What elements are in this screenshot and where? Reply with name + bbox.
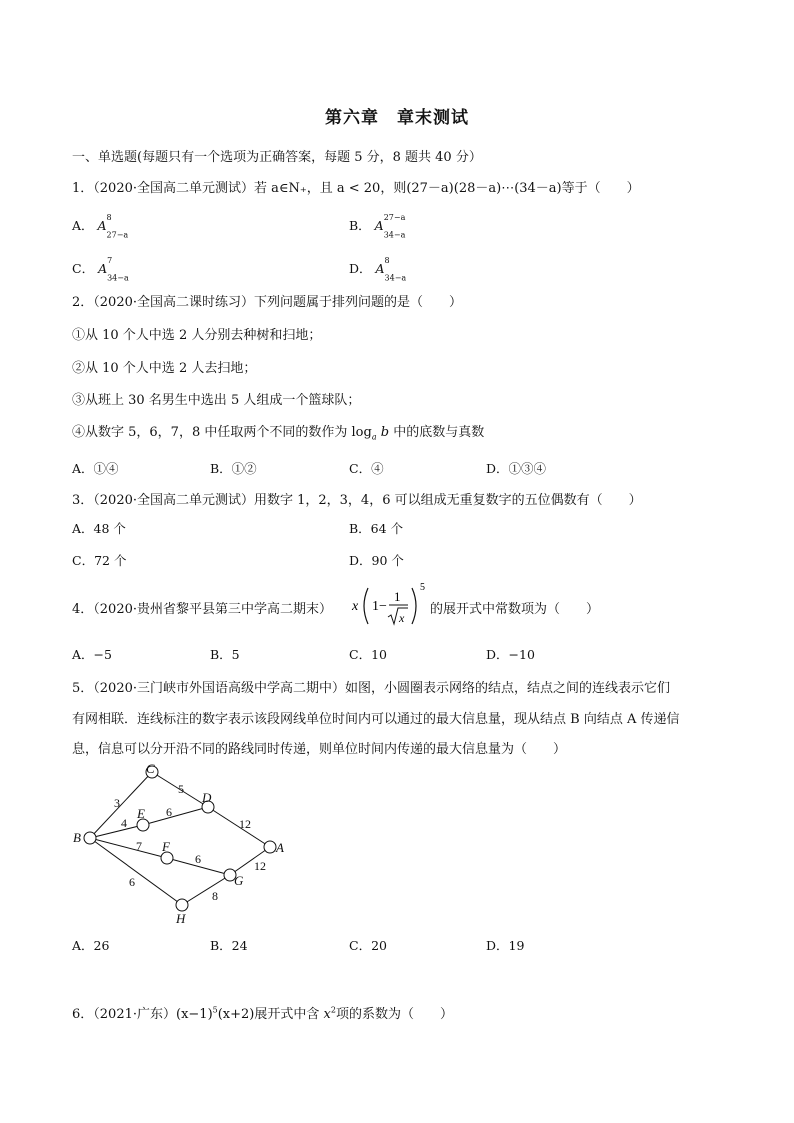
- item-text: ④从数字 5，6，7，8 中任取两个不同的数作为: [72, 425, 348, 440]
- superscript: 8: [106, 213, 112, 222]
- question-1-stem: [72, 177, 640, 196]
- right-paren: [412, 588, 416, 624]
- superscript: 8: [384, 256, 390, 265]
- permutation-symbol: A: [375, 260, 385, 276]
- question-2-item-2: ②从 10 个人中选 2 人去扫地；: [72, 361, 257, 376]
- log-base: a: [371, 432, 377, 442]
- question-4-option-b[interactable]: B．5: [210, 647, 240, 662]
- network-diagram: [70, 760, 300, 930]
- edge-h-g: [182, 875, 230, 905]
- node-label-c: C: [146, 761, 155, 776]
- item-text-tail: 中的底数与真数: [393, 425, 485, 440]
- question-3-stem: 3．（2020·全国高二单元测试）用数字 1，2，3，4，6 可以组成无重复数字的五位偶数有（ ）: [72, 493, 642, 508]
- question-3-option-a[interactable]: A．48 个: [72, 521, 126, 536]
- page-title: 第六章 章末测试: [325, 108, 469, 128]
- question-6-stem: [72, 1003, 453, 1022]
- question-5-line-1: 5．（2020·三门峡市外国语高级中学高二期中）如图，小圆圈表示网络的结点，结点之间的连线表示它们: [72, 681, 670, 696]
- permutation-symbol: A: [97, 217, 107, 233]
- node-label-f: F: [162, 839, 170, 854]
- sqrt-sign: [388, 608, 408, 624]
- question-5-option-c[interactable]: C．20: [349, 938, 387, 953]
- log-function: log: [351, 425, 372, 440]
- question-1-stem-source: 1．（2020·全国高二单元测试）若: [72, 181, 272, 196]
- question-3-option-b[interactable]: B．64 个: [349, 521, 404, 536]
- question-3-option-c[interactable]: C．72 个: [72, 553, 127, 568]
- node-a: [264, 841, 276, 853]
- option-label: D．: [349, 260, 372, 276]
- weight-h-g: 8: [212, 889, 218, 903]
- question-5-option-d[interactable]: D．19: [486, 938, 525, 953]
- question-4-option-c[interactable]: C．10: [349, 647, 387, 662]
- question-4-formula: [350, 578, 430, 632]
- left-paren: [364, 588, 368, 624]
- node-b: [84, 832, 96, 844]
- question-1-option-d[interactable]: [349, 256, 406, 283]
- question-4-source: 4．（2020·贵州省黎平县第三中学高二期末）: [72, 602, 332, 617]
- question-5-line-2: 有网相联．连线标注的数字表示该段网线单位时间内可以通过的最大信息量，现从结点 B 向结点 A 传递信: [72, 712, 680, 727]
- question-2-item-4: [72, 421, 484, 442]
- variable-x: x: [323, 1007, 331, 1022]
- subscript: 34−a: [384, 273, 407, 283]
- weight-g-a: 12: [254, 859, 266, 873]
- question-2-item-1: ①从 10 个人中选 2 人分别去种树和扫地；: [72, 328, 322, 343]
- node-label-e: E: [137, 806, 145, 821]
- question-1-option-b[interactable]: [349, 213, 405, 240]
- weight-b-f: 7: [136, 839, 142, 853]
- formula-one-minus: 1−: [372, 599, 387, 614]
- node-label-g: G: [234, 873, 244, 888]
- question-5-option-a[interactable]: A．26: [72, 938, 110, 953]
- question-6-text-tail: 项的系数为（ ）: [335, 1007, 453, 1022]
- question-2-option-c[interactable]: C．④: [349, 461, 384, 476]
- expression-part-1: (x−1): [176, 1007, 213, 1022]
- section-heading: 一、单选题(每题只有一个选项为正确答案，每题 5 分，8 题共 40 分）: [72, 150, 482, 165]
- question-2-option-b[interactable]: B．①②: [210, 461, 257, 476]
- permutation-symbol: A: [374, 217, 384, 233]
- question-1-option-a[interactable]: [72, 213, 128, 240]
- edge-b-e: [90, 825, 143, 838]
- question-2-option-d[interactable]: D．①③④: [486, 461, 547, 476]
- edge-b-f: [90, 838, 167, 858]
- question-6-source: 6．（2021·广东）: [72, 1007, 176, 1022]
- subscript: 34−a: [107, 273, 129, 283]
- question-4-option-a[interactable]: A．−5: [72, 647, 112, 662]
- node-h: [176, 899, 188, 911]
- weight-e-d: 6: [166, 805, 172, 819]
- edge-e-d: [143, 807, 208, 825]
- formula-x: x: [352, 599, 359, 614]
- option-label: C．: [72, 260, 95, 276]
- node-label-h: H: [176, 911, 186, 926]
- permutation-symbol: A: [98, 260, 108, 276]
- question-2-option-a[interactable]: A．①④: [72, 461, 119, 476]
- question-2-item-3: ③从班上 30 名男生中选出 5 人组成一个篮球队；: [72, 393, 361, 408]
- node-label-d: D: [202, 790, 212, 805]
- weight-b-c: 3: [114, 796, 120, 810]
- question-1-option-c[interactable]: [72, 256, 129, 283]
- superscript: 27−a: [383, 213, 406, 222]
- subscript: 27−a: [106, 230, 129, 240]
- question-2-stem: 2．（2020·全国高二课时练习）下列问题属于排列问题的是（ ）: [72, 295, 462, 310]
- exponent-2: 2: [330, 1005, 336, 1015]
- option-label: A．: [72, 217, 94, 233]
- exponent-1: 5: [212, 1005, 218, 1015]
- weight-c-d: 5: [178, 782, 184, 796]
- question-1-stem-condition: a∈N₊，且 a < 20，则(27－a)(28－a)⋯(34－a)等于（ ）: [271, 181, 640, 196]
- question-3-option-d[interactable]: D．90 个: [349, 553, 404, 568]
- option-label: B．: [349, 217, 371, 233]
- formula-exponent: 5: [420, 582, 425, 593]
- subscript: 34−a: [383, 230, 406, 240]
- question-5-option-b[interactable]: B．24: [210, 938, 248, 953]
- weight-b-e: 4: [121, 816, 127, 830]
- fraction-numerator: 1: [394, 589, 401, 604]
- node-label-b: B: [73, 830, 81, 845]
- weight-f-g: 6: [195, 852, 201, 866]
- superscript: 7: [107, 256, 113, 265]
- weight-b-h: 6: [129, 875, 135, 889]
- node-label-a: A: [276, 840, 284, 855]
- fraction-denominator: x: [399, 611, 405, 625]
- question-4-option-d[interactable]: D．−10: [486, 647, 535, 662]
- question-5-line-3: 息，信息可以分开沿不同的路线同时传递，则单位时间内传递的最大信息量为（ ）: [72, 742, 567, 757]
- question-6-text: 展开式中含: [254, 1007, 320, 1022]
- log-argument: b: [380, 425, 390, 440]
- expression-part-2: (x+2): [217, 1007, 255, 1022]
- question-4-stem: 的展开式中常数项为（ ）: [430, 602, 600, 617]
- weight-d-a: 12: [239, 817, 251, 831]
